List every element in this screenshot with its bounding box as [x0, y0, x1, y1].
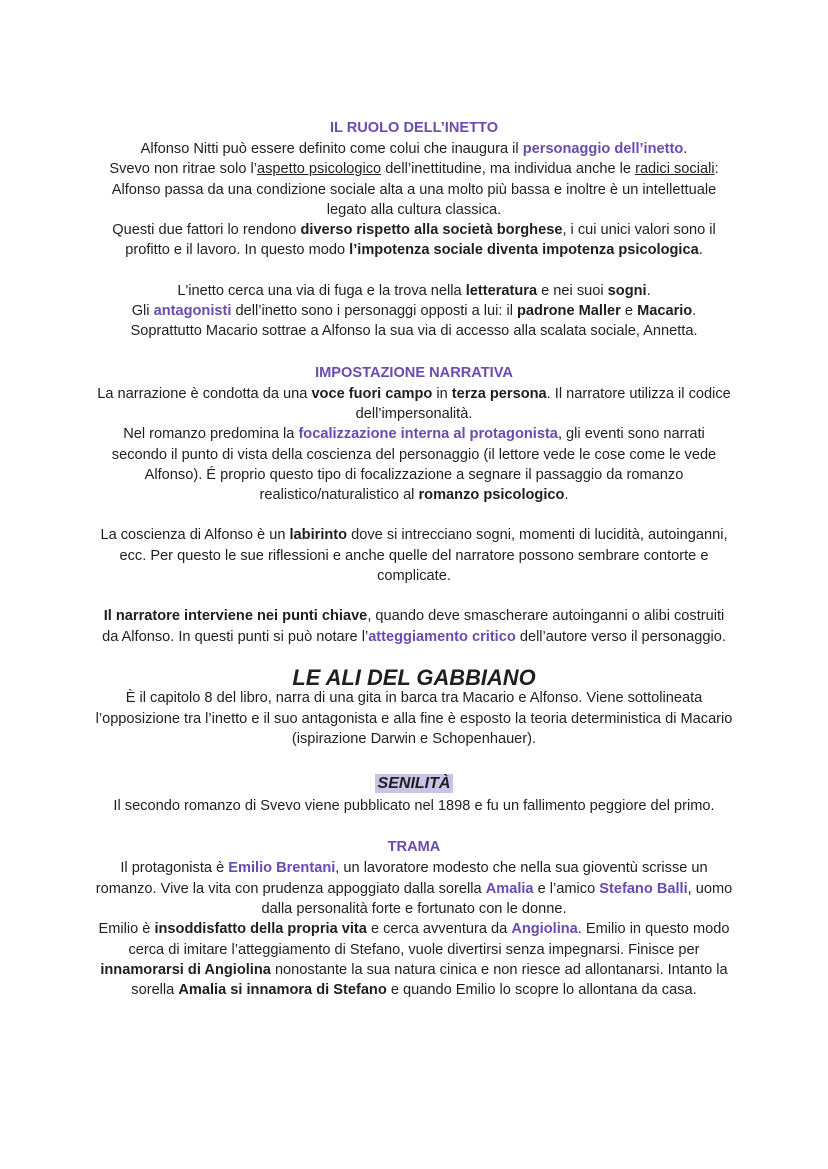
paragraph-coscienza: La coscienza di Alfonso è un labirinto dove si intrecciano sogni, momenti di lucidità, autoinganni, ecc. Per questo le sue riflessioni e anche quelle del narratore possono sembrare contorte e complicate. [100, 527, 728, 585]
heading-trama: TRAMA [387, 839, 441, 856]
paragraph-narratore: Il narratore interviene nei punti chiave, quando deve smascherare autoinganni o alibi costruiti da Alfonso. In questi punti si può notare l’atteggiamento critico dell’autore verso il personaggio. [102, 608, 726, 645]
paragraph-inetto-fattori: Questi due fattori lo rendono diverso rispetto alla società borghese, i cui unici valori sono il profitto e il lavoro. In questo modo l’impotenza sociale diventa impotenza psicologica. [112, 222, 716, 259]
heading-ali-gabbiano: LE ALI DEL GABBIANO [292, 664, 536, 690]
paragraph-inetto-intro: Alfonso Nitti può essere definito come colui che inaugura il personaggio dell’inetto. Svevo non ritrae solo l’aspetto psicologico dell’inettitudine, ma individua anche le radici sociali: Alfonso passa da una condizione sociale alta a una molto più bassa e inoltre è un intellettuale legato alla cultura classica. [109, 141, 719, 218]
paragraph-narrazione: La narrazione è condotta da una voce fuori campo in terza persona. Il narratore utilizza il codice dell’impersonalità. [97, 385, 731, 422]
heading-senilita [94, 769, 734, 796]
paragraph-gabbiano: È il capitolo 8 del libro, narra di una gita in barca tra Macario e Alfonso. Viene sottolineata l’opposizione tra l’inetto e il suo antagonista e alla fine è esposto la teoria deterministica di Macario (ispirazione Darwin e Schopenhauer). [95, 690, 733, 747]
paragraph-inetto-fuga: L'inetto cerca una via di fuga e la trova nella letteratura e nei suoi sogni. Gli antagonisti dell’inetto sono i personaggi opposti a lui: il padrone Maller e Macario. Soprattutto Macario sottrae a Alfonso la sua via di accesso alla scalata sociale, Annetta. [130, 282, 698, 340]
paragraph-trama-emilio: Emilio è insoddisfatto della propria vita e cerca avventura da Angiolina. Emilio in questo modo cerca di imitare l’atteggiamento di Stefano, vuole divertirsi senza impegnarsi. Finisce per innamorarsi di Angiolina nonostante la sua natura cinica e non riesce ad allontanarsi. Intanto la sorella Amalia si innamora di Stefano e quando Emilio lo scopre lo allontana da casa. [98, 921, 730, 999]
heading-senilita-label: SENILITÀ [375, 774, 454, 793]
heading-ruolo-inetto: IL RUOLO DELL’INETTO [329, 120, 499, 136]
document-content [94, 118, 734, 1001]
paragraph-trama-protagonista: Il protagonista è Emilio Brentani, un lavoratore modesto che nella sua gioventù scrisse un romanzo. Vive la vita con prudenza appoggiato dalla sorella Amalia e l’amico Stefano Balli, uomo dalla personalità forte e fortunato con le donne. [95, 860, 733, 918]
paragraph-senilita: Il secondo romanzo di Svevo viene pubblicato nel 1898 e fu un fallimento peggiore del primo. [113, 798, 715, 815]
paragraph-focalizzazione: Nel romanzo predomina la focalizzazione interna al protagonista, gli eventi sono narrati secondo il punto di vista della coscienza del personaggio (il lettore vede le cose come le vede Alfonso). É proprio questo tipo di focalizzazione a segnare il passaggio da romanzo realistico/naturalistico al romanzo psicologico. [111, 426, 717, 504]
heading-impostazione-narrativa: IMPOSTAZIONE NARRATIVA [315, 364, 513, 381]
